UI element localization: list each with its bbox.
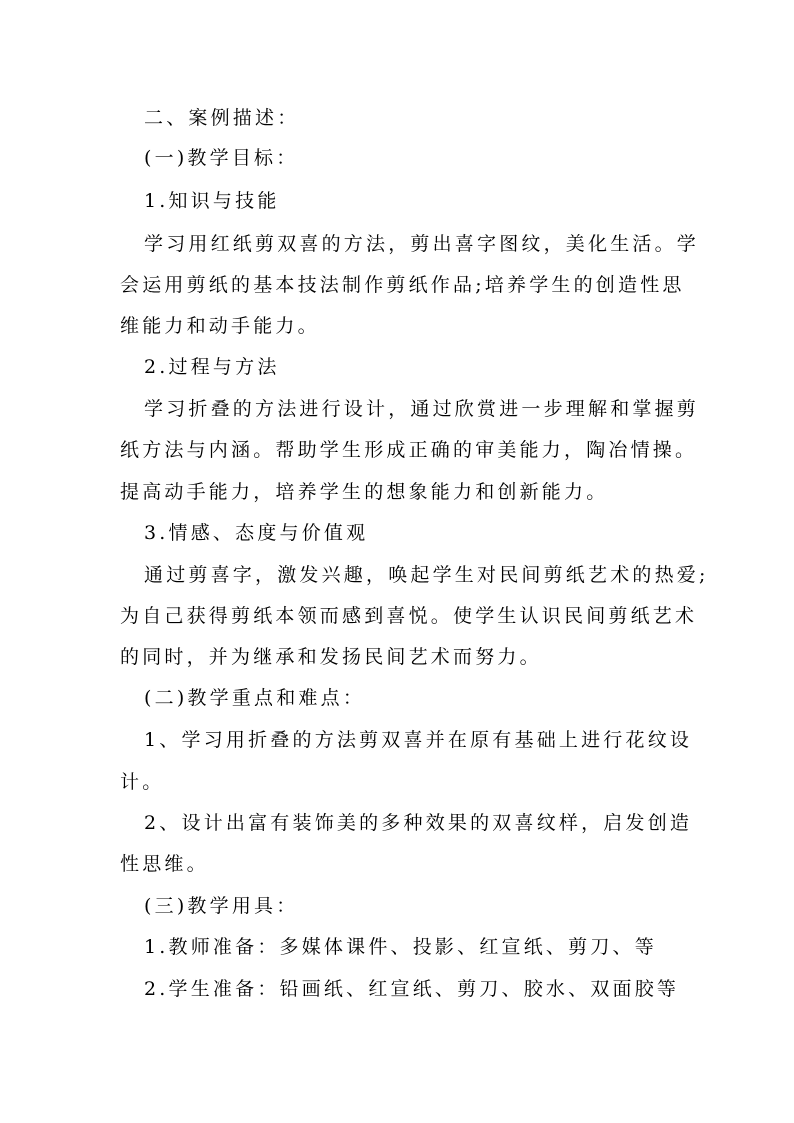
paragraph-line: 会运用剪纸的基本技法制作剪纸作品;培养学生的创造性思	[120, 274, 685, 296]
paragraph-line: 学习用红纸剪双喜的方法，剪出喜字图纹，美化生活。学	[144, 233, 700, 255]
list-item: 1.教师准备：多媒体课件、投影、红宣纸、剪刀、等	[144, 936, 657, 958]
paragraph-line: 计。	[120, 771, 165, 793]
subsection-heading: (三)教学用具：	[144, 895, 299, 917]
subsection-heading: (一)教学目标：	[144, 147, 299, 169]
paragraph-line: 维能力和动手能力。	[120, 315, 320, 337]
paragraph-line: 学习折叠的方法进行设计，通过欣赏进一步理解和掌握剪	[144, 398, 700, 420]
item-heading: 2.过程与方法	[144, 356, 280, 378]
item-heading: 3.情感、态度与价值观	[144, 522, 369, 544]
paragraph-line: 性思维。	[120, 853, 209, 875]
paragraph-line: 纸方法与内涵。帮助学生形成正确的审美能力，陶冶情操。	[120, 439, 698, 461]
list-item: 2.学生准备：铅画纸、红宣纸、剪刀、胶水、双面胶等	[144, 978, 680, 1000]
section-heading: 二、案例描述：	[144, 107, 300, 129]
item-heading: 1.知识与技能	[144, 190, 280, 212]
paragraph-line: 通过剪喜字，激发兴趣，唤起学生对民间剪纸艺术的热爱;	[144, 564, 709, 586]
paragraph-line: 1、学习用折叠的方法剪双喜并在原有基础上进行花纹设	[144, 729, 693, 751]
paragraph-line: 为自己获得剪纸本领而感到喜悦。使学生认识民间剪纸艺术	[120, 605, 698, 627]
paragraph-line: 提高动手能力，培养学生的想象能力和创新能力。	[120, 481, 609, 503]
paragraph-line: 的同时，并为继承和发扬民间艺术而努力。	[120, 646, 542, 668]
subsection-heading: (二)教学重点和难点：	[144, 687, 366, 709]
paragraph-line: 2、设计出富有装饰美的多种效果的双喜纹样，启发创造	[144, 812, 693, 834]
